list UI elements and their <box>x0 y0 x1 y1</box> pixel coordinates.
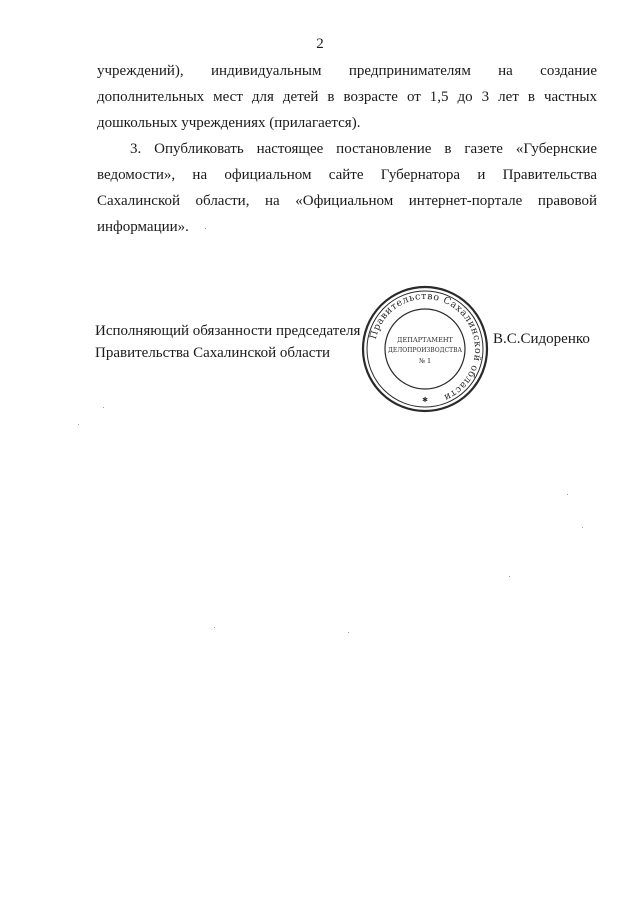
paragraph-line: Сахалинской области, на «Официальном интернет-портале правовой <box>97 193 597 209</box>
signatory-title-line: Правительства Сахалинской области <box>95 345 331 361</box>
signatory-title <box>95 320 360 364</box>
stamp-line: ДЕЛОПРОИЗВОДСТВА <box>387 347 463 354</box>
paragraph-line: ведомости», на официальном сайте Губернатора и Правительства <box>97 167 597 183</box>
paragraph-line: 3. Опубликовать настоящее постановление в газете «Губернские <box>130 141 597 157</box>
scan-speck <box>78 424 79 425</box>
paragraph-3 <box>97 136 597 240</box>
scan-speck <box>582 527 583 528</box>
scan-speck <box>214 627 215 628</box>
scan-speck <box>205 228 206 229</box>
official-stamp <box>360 284 490 414</box>
stamp-star-icon: ✱ <box>422 396 428 404</box>
paragraph-continuation <box>97 58 597 136</box>
signatory-name: В.С.Сидоренко <box>493 331 590 347</box>
stamp-ring-text: Правительство Сахалинской области <box>367 290 484 404</box>
paragraph-line: информации». <box>97 219 189 235</box>
paragraph-line: учреждений), индивидуальным предпринимателям на создание <box>97 63 597 79</box>
scan-speck <box>348 632 349 633</box>
signatory-title-line: Исполняющий обязанности председателя <box>95 323 361 339</box>
scan-speck <box>509 576 510 577</box>
paragraph-line: дошкольных учреждениях (прилагается). <box>97 115 361 131</box>
scan-speck <box>103 407 104 408</box>
stamp-line: № 1 <box>418 357 432 365</box>
paragraph-line: дополнительных мест для детей в возрасте от 1,5 до 3 лет в частных <box>97 89 597 105</box>
page-number: 2 <box>316 36 324 52</box>
stamp-line: ДЕПАРТАМЕНТ <box>397 336 453 344</box>
scan-speck <box>567 494 568 495</box>
